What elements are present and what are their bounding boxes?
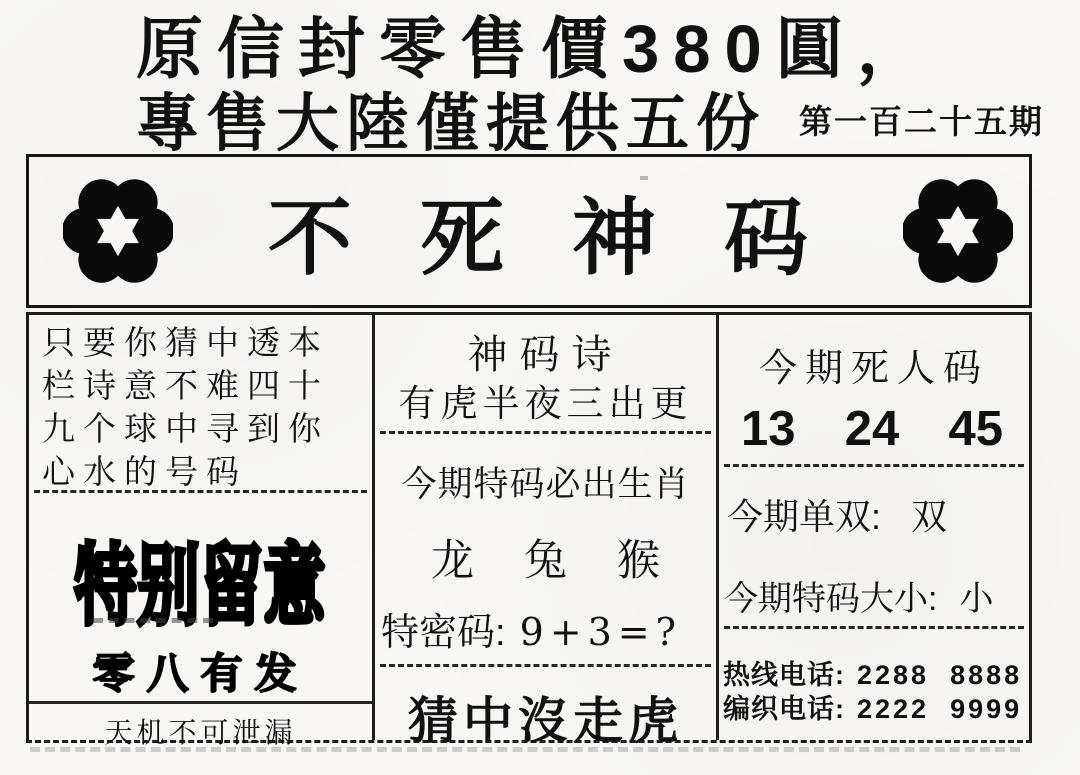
big-small-label: 今期特码大小:	[724, 580, 938, 618]
dead-code: 13	[741, 402, 796, 456]
dead-codes-title: 今期死人码	[758, 348, 989, 390]
poem-line: 九个球中寻到你	[42, 410, 329, 447]
poem-line: 心水的号码	[42, 453, 247, 490]
zodiac-heading: 今期特码必出生肖	[401, 465, 690, 504]
odd-even-line	[727, 489, 947, 540]
weave-phone-line	[723, 687, 1022, 726]
poem-line: 栏诗意不难四十	[42, 367, 329, 404]
divider	[29, 701, 372, 704]
divider	[380, 664, 711, 667]
zodiac-pick: 猴	[617, 537, 660, 585]
odd-even-label: 今期单双:	[727, 496, 882, 537]
scan-artifact-line	[30, 747, 1020, 752]
retail-price-line: 原信封零售價380圓，	[136, 12, 938, 87]
middle-panel	[375, 315, 719, 749]
rosette-flower-icon	[903, 176, 1013, 286]
issue-number: 第一百二十五期	[799, 102, 1044, 141]
secret-code-value: 9+3=?	[519, 610, 682, 654]
zodiac-pick: 龙	[431, 537, 474, 585]
odd-even-value: 双	[911, 496, 948, 537]
secret-code-label: 特密码:	[381, 612, 506, 654]
zodiac-picks	[375, 527, 716, 588]
dead-code: 45	[948, 402, 1003, 456]
left-footer-note: 天机不可泄漏	[104, 717, 297, 748]
content-columns	[26, 312, 1032, 749]
hotline-number: 2288 8888	[857, 660, 1023, 690]
divider	[724, 626, 1024, 629]
scan-speck	[640, 176, 648, 180]
secret-code-line	[381, 601, 682, 656]
poem-section-title: 神码诗	[467, 333, 624, 377]
divider	[724, 464, 1024, 467]
weave-label: 编织电话:	[723, 694, 845, 724]
underline-mark	[93, 618, 213, 623]
hotline-label: 热线电话:	[723, 660, 845, 690]
rosette-flower-icon	[63, 176, 173, 286]
poem-line: 只要你猜中透本	[42, 324, 329, 361]
promo-poem	[42, 321, 368, 493]
title-banner	[26, 154, 1032, 308]
big-small-value: 小	[959, 580, 994, 618]
middle-footer-line: 猜中沒走虎	[408, 693, 683, 749]
main-title: 不死神码	[267, 187, 876, 287]
dead-codes-row	[741, 401, 1003, 457]
special-notice-heading: 特别留意	[74, 537, 327, 636]
left-panel	[29, 315, 375, 748]
right-panel	[719, 315, 1029, 740]
divider	[34, 490, 367, 493]
weave-number: 2222 9999	[857, 694, 1023, 724]
magic-poem-line: 有虎半夜三出更	[398, 383, 693, 424]
notice-subline: 零八有发	[92, 650, 309, 697]
mainland-supply-line: 專售大陸僅提供五份	[136, 89, 766, 159]
zodiac-pick: 兔	[524, 537, 567, 585]
divider	[380, 431, 711, 434]
big-small-line	[724, 571, 993, 620]
dead-code: 24	[844, 402, 900, 456]
